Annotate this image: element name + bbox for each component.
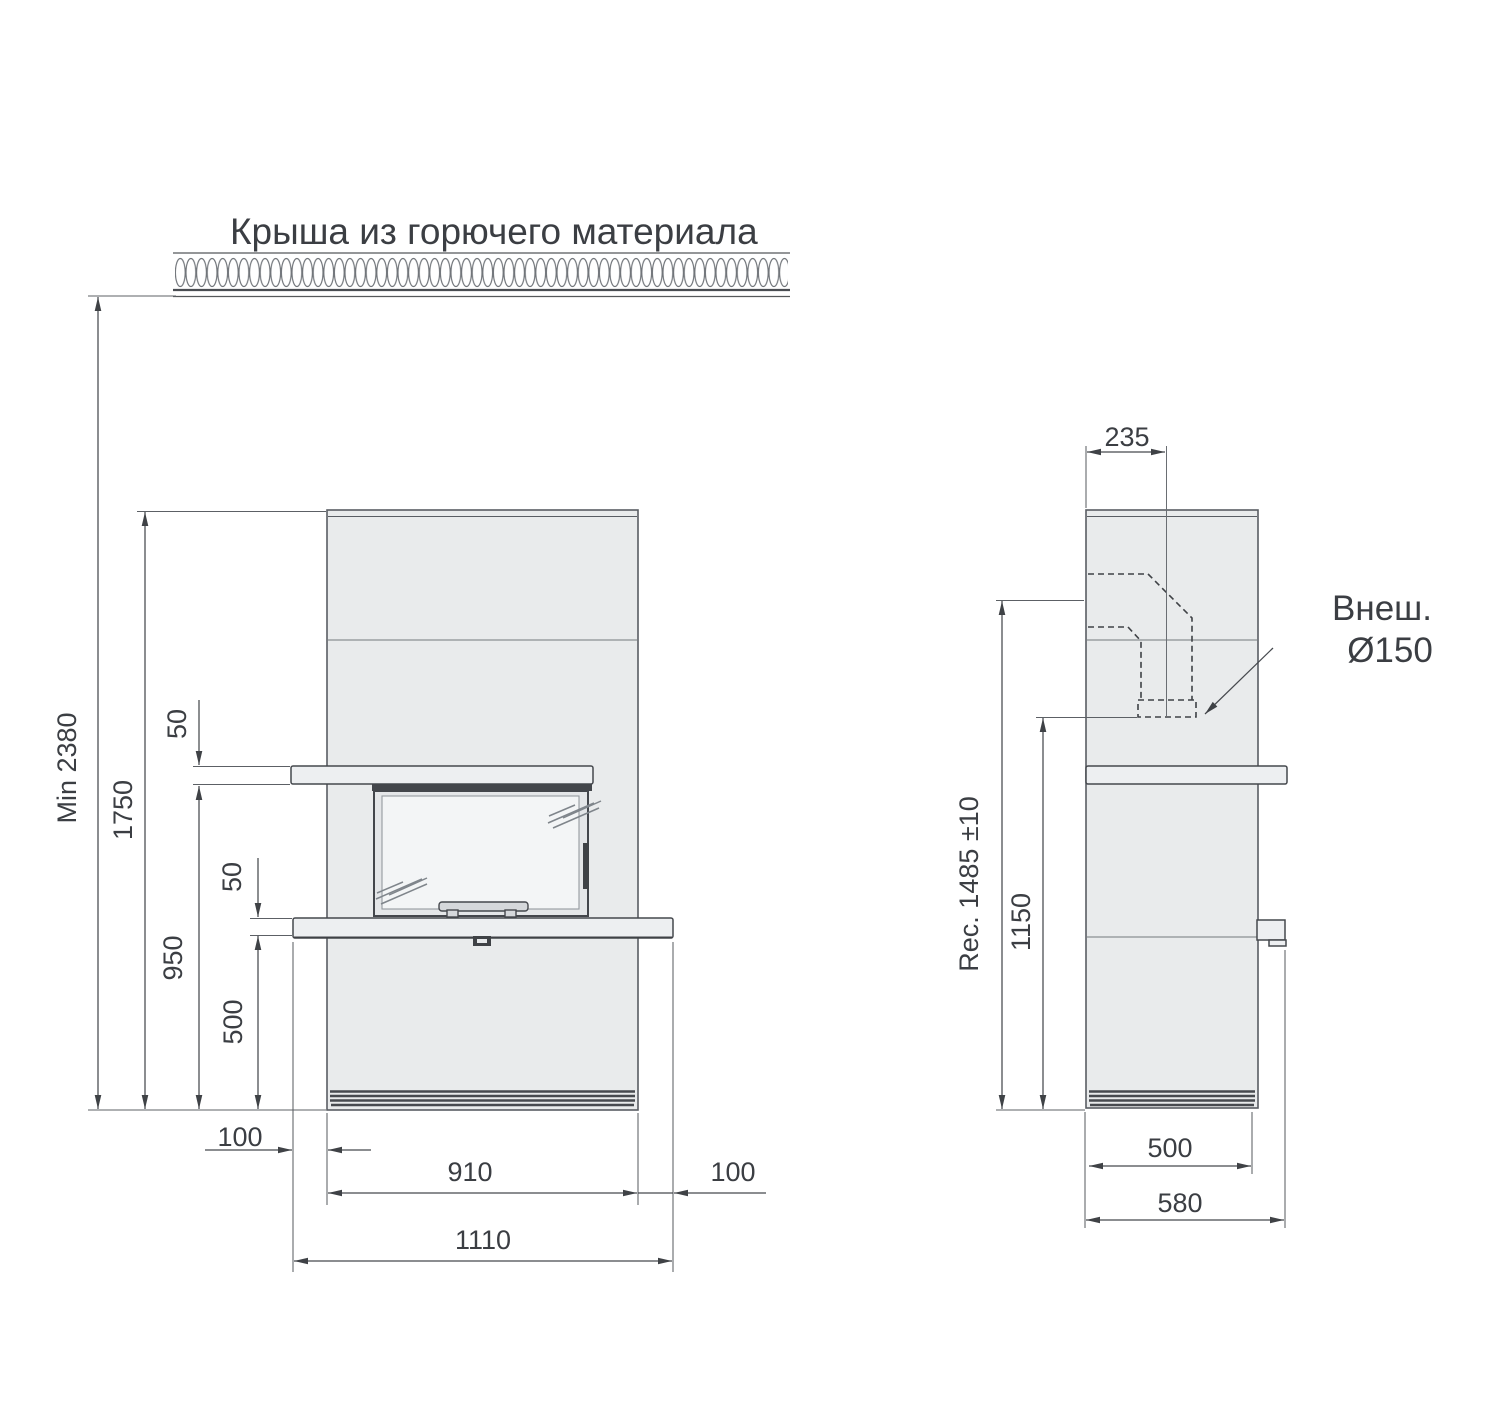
dim-text-500-depth: 500 xyxy=(1147,1133,1193,1163)
dim-text-1110: 1110 xyxy=(454,1225,512,1255)
dim-text-50-bench: 50 xyxy=(217,861,247,893)
roof-insulation-hatch xyxy=(175,257,788,288)
side-view xyxy=(1086,446,1287,1108)
dim-text-580: 580 xyxy=(1157,1188,1203,1218)
roof-section xyxy=(173,211,790,297)
dim-text-235: 235 xyxy=(1104,422,1150,452)
hearth-bench-side-lip xyxy=(1269,940,1286,946)
dim-text-rec-1485: Rec. 1485 ±10 xyxy=(954,796,984,972)
dim-text-1750: 1750 xyxy=(108,779,138,841)
flue-note-line2: Ø150 xyxy=(1347,631,1433,670)
door-top-bar xyxy=(372,784,592,791)
front-view xyxy=(291,510,673,1110)
hearth-bench-side xyxy=(1257,920,1285,940)
firebox-door-glass xyxy=(382,796,579,909)
door-handle-foot-right xyxy=(505,910,516,917)
door-handle-foot-left xyxy=(447,910,458,917)
dim-text-950: 950 xyxy=(158,935,188,981)
air-control-slot xyxy=(477,939,487,943)
roof-label: Крыша из горючего материала xyxy=(230,211,758,252)
hearth-bench-front xyxy=(293,918,673,938)
door-latch xyxy=(583,843,589,889)
dim-text-50-mantel: 50 xyxy=(162,708,192,740)
dim-text-910: 910 xyxy=(447,1157,493,1187)
dim-text-1150: 1150 xyxy=(1006,892,1036,952)
dim-text-100-right: 100 xyxy=(710,1157,756,1187)
flue-note-line1: Внеш. xyxy=(1332,589,1432,628)
mantel-shelf-side xyxy=(1086,766,1287,784)
dim-text-100-left: 100 xyxy=(217,1122,263,1152)
side-body xyxy=(1086,510,1258,1108)
mantel-shelf-front xyxy=(291,766,593,784)
dim-text-min-2380: Min 2380 xyxy=(52,712,82,824)
dim-text-500: 500 xyxy=(218,999,248,1045)
